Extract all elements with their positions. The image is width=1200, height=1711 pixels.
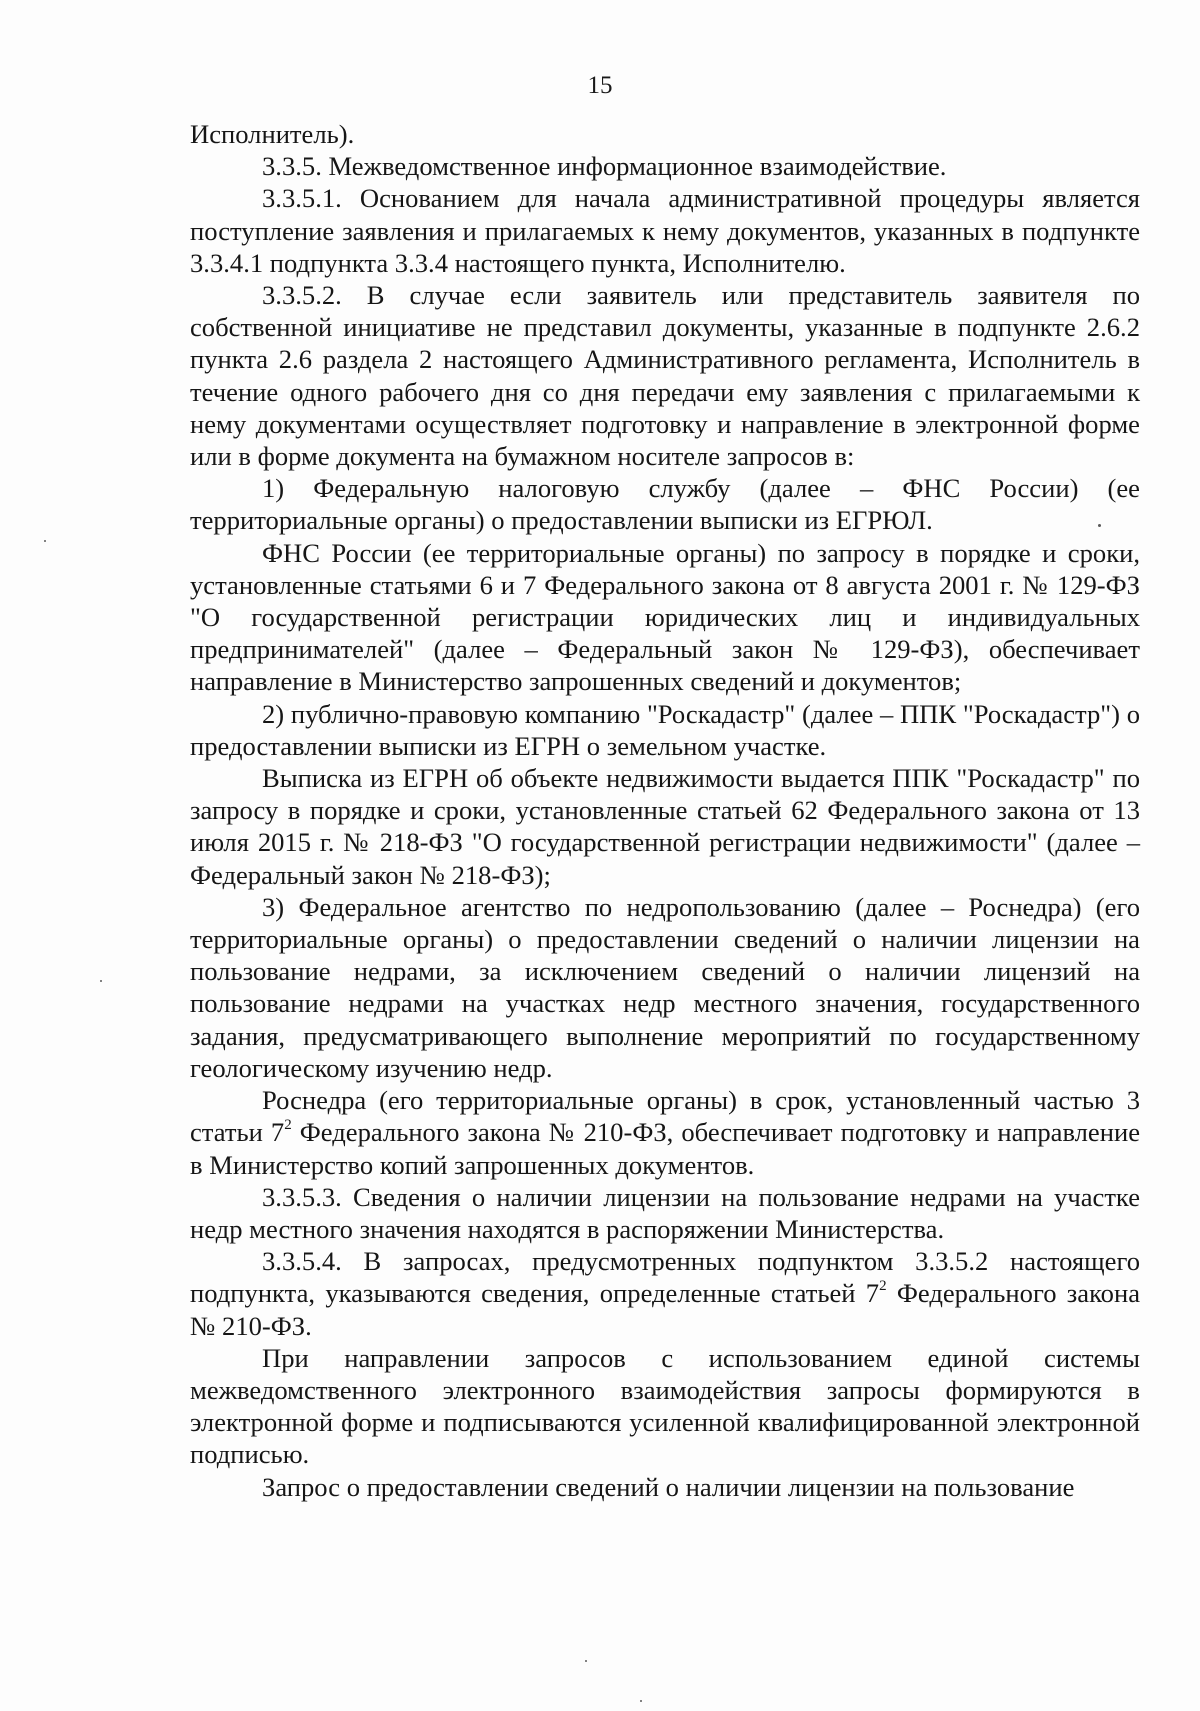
scan-speck <box>1098 524 1101 527</box>
paragraph-smev-requests: При направлении запросов с использованием единой системы межведомственного электронного взаимодействия запросы формируются в электронной форме и подписываются усиленной квалифицированной электронной подписью. <box>190 1342 1140 1470</box>
scan-speck <box>44 540 46 542</box>
paragraph-egrn-extract: Выписка из ЕГРН об объекте недвижимости выдается ППК "Роскадастр" по запросу в порядке и сроки, установленные статьей 62 Федерального закона от 13 июля 2015 г. № 218-ФЗ "О государственной регистрации недвижимости" (далее – Федеральный закон № 218-ФЗ); <box>190 763 1140 890</box>
paragraph-text-before-sup: Роснедра (его территориальные органы) в срок, установленный частью 3 статьи 7 <box>190 1085 1140 1148</box>
paragraph-license-request: Запрос о предоставлении сведений о наличии лицензии на пользование <box>262 1471 1075 1502</box>
superscript-article-number: 2 <box>879 1278 887 1295</box>
paragraph-3-3-5-4 <box>190 1245 1140 1342</box>
paragraph-fns-terms: ФНС России (ее территориальные органы) по запросу в порядке и сроки, установленные статьями 6 и 7 Федерального закона от 8 августа 2001 г. № 129-ФЗ "О государственной регистрации юридических лиц и индивидуальных предпринимателей" (далее – Федеральный закон № 129-ФЗ), обеспечивает направление в Министерство запрошенных сведений и документов; <box>190 537 1140 697</box>
paragraph-3-3-5-1: 3.3.5.1. Основанием для начала административной процедуры является поступление заявления и прилагаемых к нему документов, указанных в подпункте 3.3.4.1 подпункта 3.3.4 настоящего пункта, Исполнителю. <box>190 183 1140 278</box>
paragraph-item-1-fns: 1) Федеральную налоговую службу (далее – ФНС России) (ее территориальные органы) о предоставлении выписки из ЕГРЮЛ. <box>190 473 1140 536</box>
paragraph-3-3-5-heading: 3.3.5. Межведомственное информационное взаимодействие. <box>262 151 947 182</box>
paragraph-text-before-sup: 3.3.5.4. В запросах, предусмотренных подпунктом 3.3.5.2 настоящего подпункта, указываются сведения, определенные статьей 7 <box>190 1246 1140 1309</box>
document-body <box>190 118 1140 1503</box>
paragraph-rosnedra-terms <box>190 1084 1140 1181</box>
paragraph-3-3-5-2: 3.3.5.2. В случае если заявитель или представитель заявителя по собственной инициативе не представил документы, указанные в подпункте 2.6.2 пункта 2.6 раздела 2 настоящего Административного регламента, Исполнитель в течение одного рабочего дня со дня передачи ему заявления с прилагаемыми к нему документами осуществляет подготовку и направление в электронной форме или в форме документа на бумажном носителе запросов в: <box>190 280 1140 472</box>
page-number: 15 <box>587 72 613 99</box>
paragraph-text-after-sup: Федерального закона № 210-ФЗ. <box>190 1278 1140 1341</box>
paragraph-text-after-sup: Федерального закона № 210-ФЗ, обеспечивает подготовку и направление в Министерство копий запрошенных документов. <box>190 1117 1140 1180</box>
paragraph-item-2-roskadastr: 2) публично-правовую компанию "Роскадастр" (далее – ППК "Роскадастр") о предоставлении выписки из ЕГРН о земельном участке. <box>190 698 1140 761</box>
paragraph-item-3-rosnedra: 3) Федеральное агентство по недропользованию (далее – Роснедра) (его территориальные органы) о предоставлении сведений о наличии лицензии на пользование недрами, за исключением сведений о наличии лицензий на пользование недрами на участках недр местного значения, государственного задания, предусматривающего выполнение мероприятий по государственному геологическому изучению недр. <box>190 891 1140 1083</box>
scan-speck <box>585 1660 587 1662</box>
scan-speck <box>100 980 102 982</box>
paragraph-continuation: Исполнитель). <box>190 119 355 149</box>
scan-speck <box>640 1700 642 1702</box>
superscript-article-number: 2 <box>284 1117 292 1134</box>
paragraph-3-3-5-3: 3.3.5.3. Сведения о наличии лицензии на пользование недрами на участке недр местного значения находятся в распоряжении Министерства. <box>190 1181 1140 1244</box>
